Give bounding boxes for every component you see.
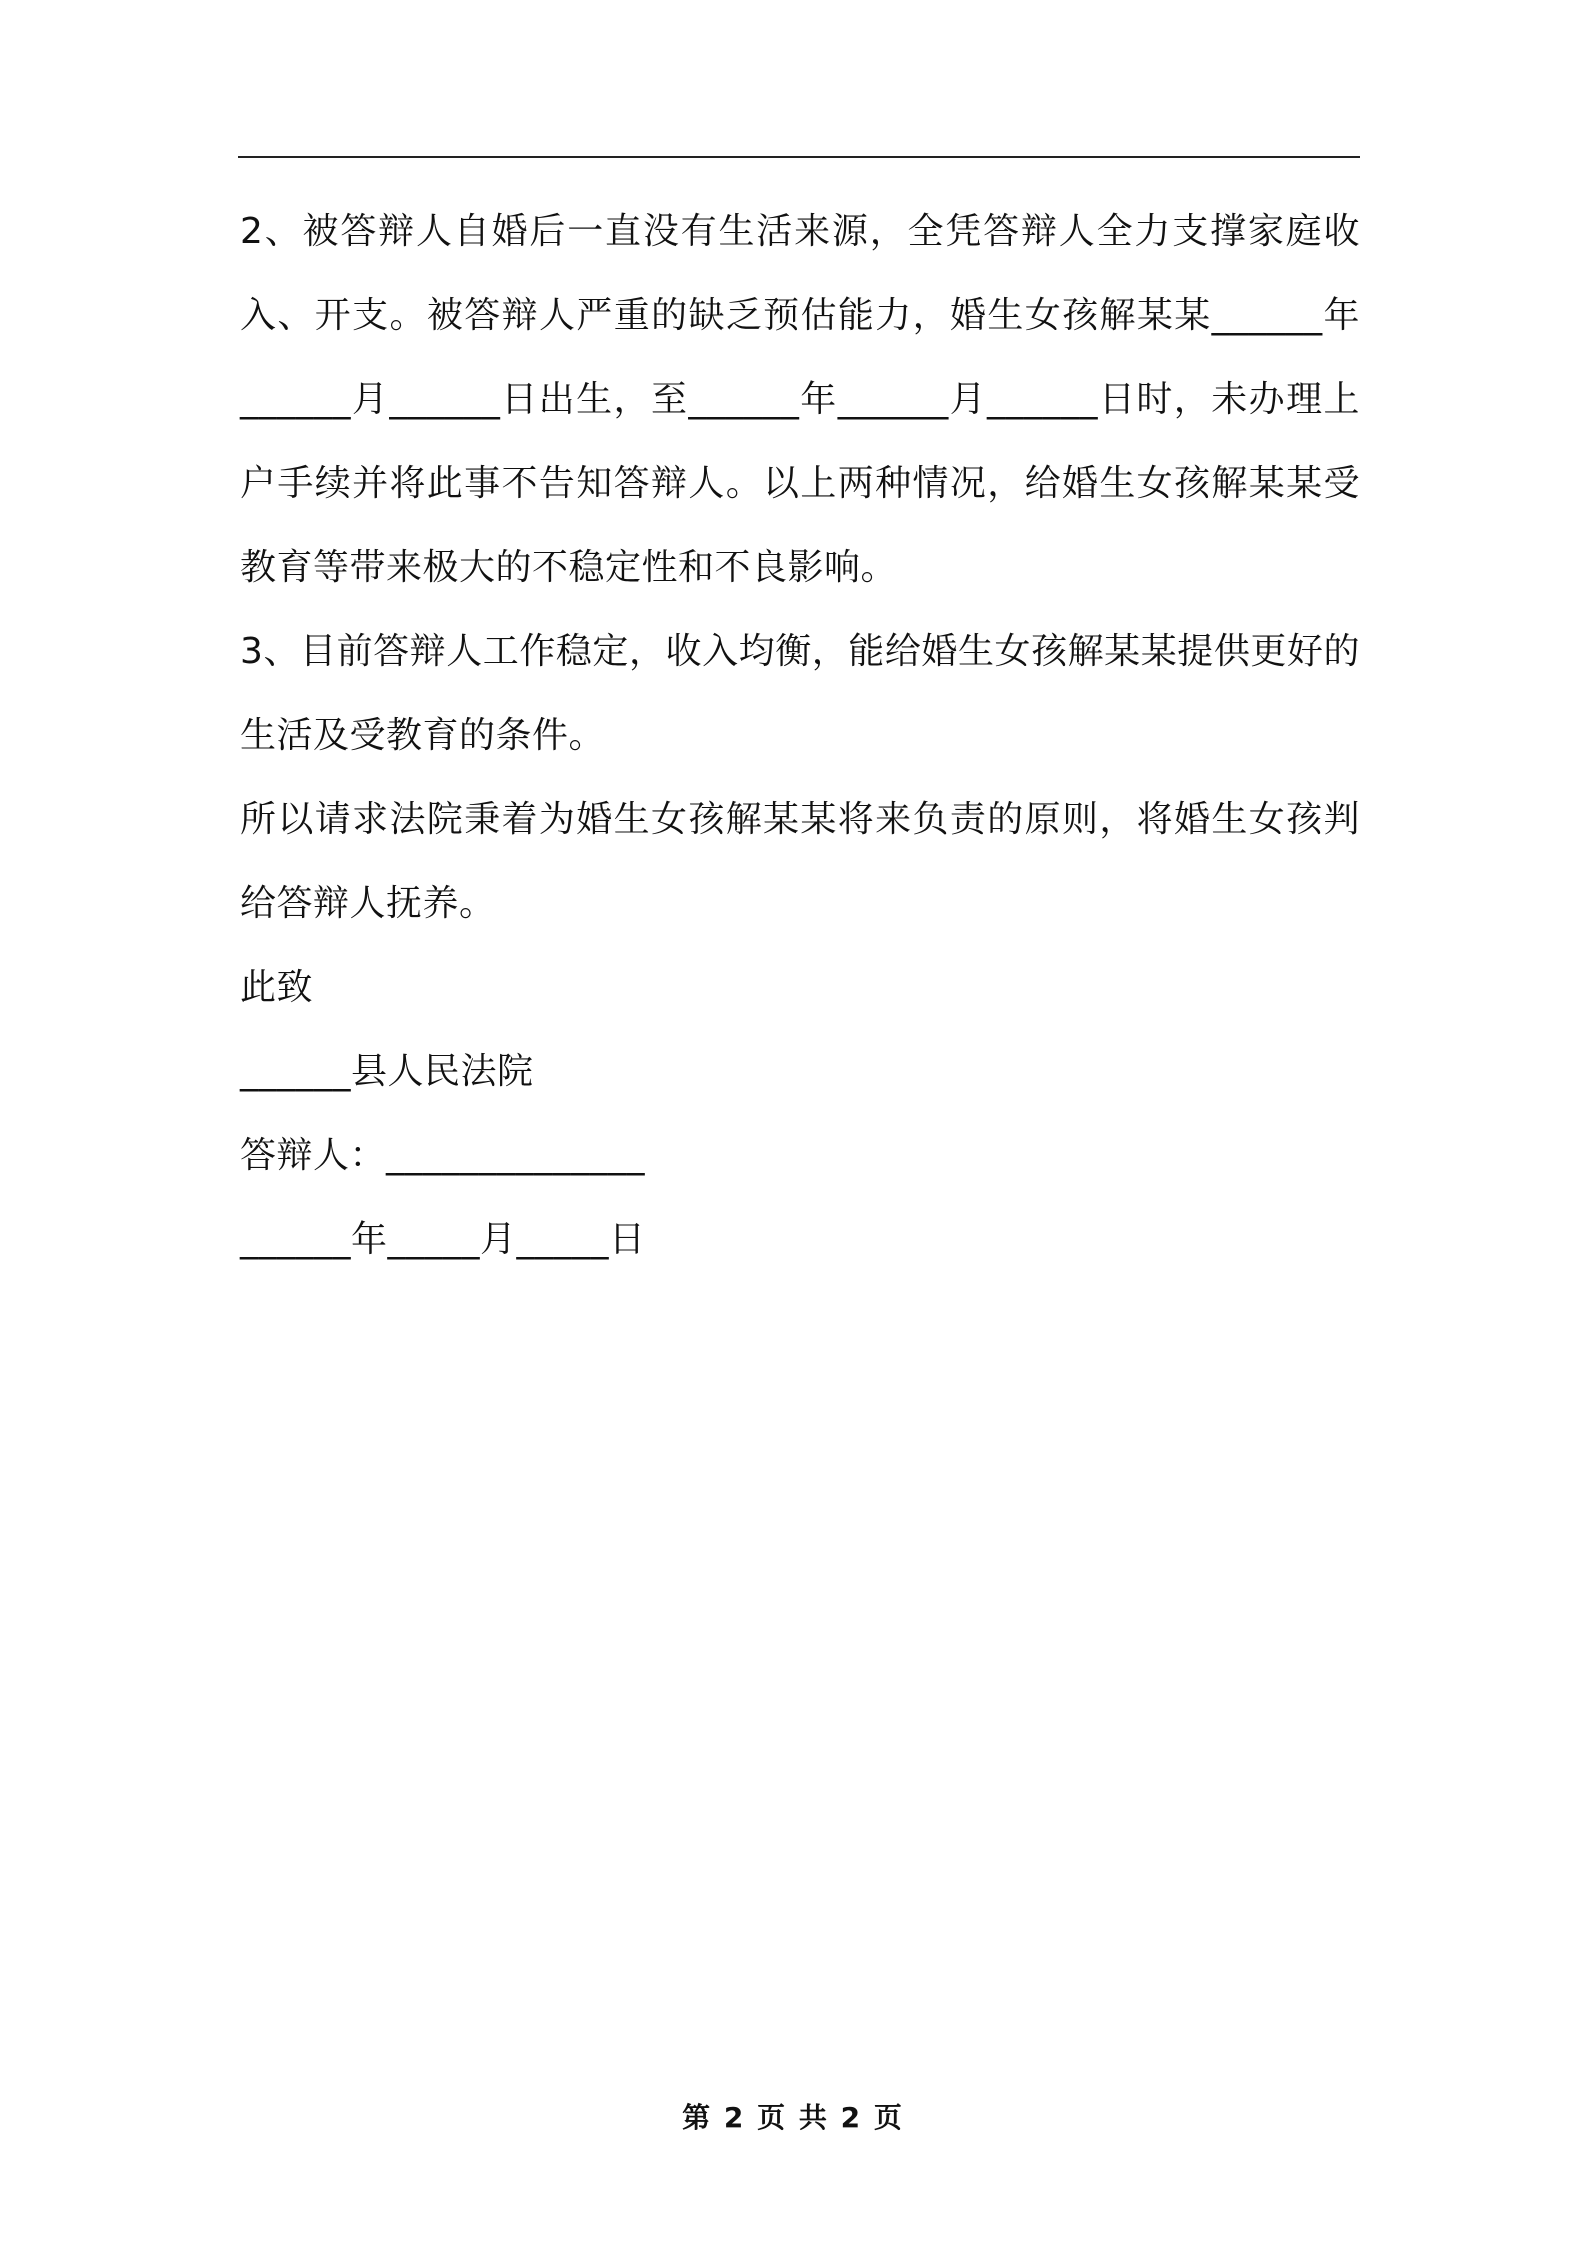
page-number: 第 2 页 共 2 页 [682, 2101, 904, 2134]
document-body [240, 190, 1360, 1282]
paragraph-point-3: 3、目前答辩人工作稳定，收入均衡，能给婚生女孩解某某提供更好的生活及受教育的条件。 [240, 631, 1360, 756]
paragraph-point-2: 2、被答辩人自婚后一直没有生活来源，全凭答辩人全力支撑家庭收入、开支。被答辩人严重的缺乏预估能力，婚生女孩解某某______年______月______日出生，至______年______月______日时，未办理上户手续并将此事不告知答辩人。以上两种情况，给婚生女孩解某某受教育等带来极大的不稳定性和不良影响。 [240, 211, 1360, 588]
date-line: ______年_____月_____日 [240, 1219, 646, 1260]
signature-line: 答辩人：______________ [240, 1135, 646, 1176]
header-rule [238, 156, 1360, 158]
paragraph-request: 所以请求法院秉着为婚生女孩解某某将来负责的原则，将婚生女孩判给答辩人抚养。 [240, 799, 1360, 924]
recipient-court: ______县人民法院 [240, 1051, 534, 1092]
closing-salutation: 此致 [240, 967, 314, 1008]
